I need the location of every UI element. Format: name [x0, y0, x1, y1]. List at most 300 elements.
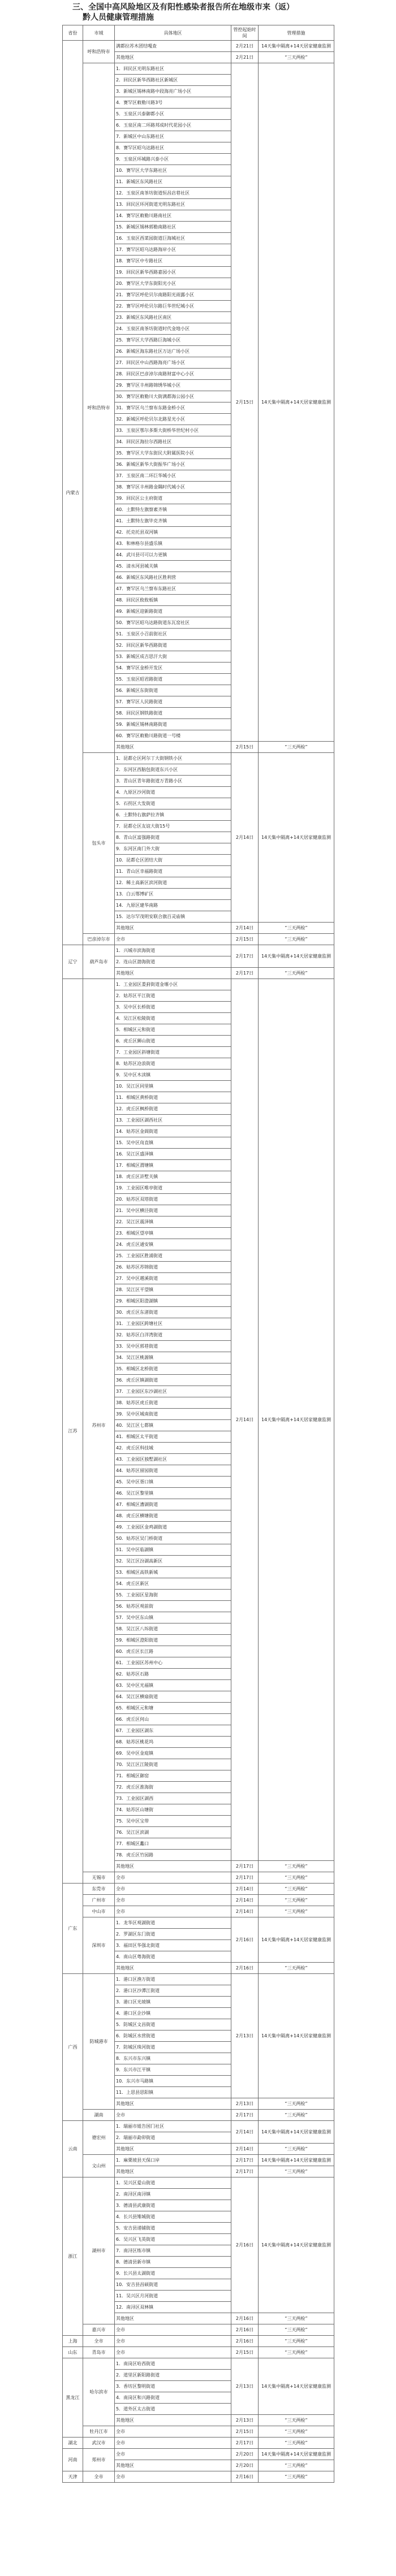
measure-cell: “三天两检”	[259, 2098, 334, 2110]
area-cell: 14．九原区建华南路	[115, 900, 231, 911]
measure-cell: “三天两检”	[259, 2347, 334, 2358]
city-cell: 深圳市	[83, 1917, 115, 1974]
area-cell: 29．相城区阳澄湖镇	[115, 1296, 231, 1307]
time-cell: 2月16日	[231, 2324, 259, 2336]
city-cell: 全市	[83, 2336, 115, 2347]
area-cell: 71．相城区御窑	[115, 1770, 231, 1782]
area-cell: 31．赛罕区乌兰察布东路金桥小区	[115, 402, 231, 414]
area-cell: 7．工业园区斜塘街道	[115, 1047, 231, 1058]
area-cell: 全市	[115, 1872, 231, 1884]
area-cell: 10．赛罕区大学东路社区	[115, 165, 231, 176]
area-cell: 30．赛罕区敕勒川大街满都海公园小区	[115, 391, 231, 402]
area-cell: 9．东河区南门外大街	[115, 843, 231, 855]
area-cell: 15．达尔罕茂明安联合旗百灵庙镇	[115, 911, 231, 923]
time-cell: 2月21日	[231, 52, 259, 63]
table-row	[63, 2426, 334, 2438]
time-cell: 2月20日	[231, 2449, 259, 2460]
area-cell: 27．吴中区越溪街道	[115, 1273, 231, 1284]
area-cell: 1．工业园区娄葑街道金堰小区	[115, 979, 231, 990]
area-cell: 6．虎丘区狮山街道	[115, 1036, 231, 1047]
area-cell: 15．吴中区甪直镇	[115, 1137, 231, 1149]
area-cell: 64．吴江区横扇街道	[115, 1691, 231, 1703]
area-cell: 1．回民区光明东路社区	[115, 63, 231, 75]
measure-cell: “三天两检”	[259, 742, 334, 753]
table-body	[63, 41, 334, 2483]
city-cell: 哈尔滨市	[83, 2358, 115, 2426]
area-cell: 其他地区	[115, 923, 231, 934]
area-cell: 46．新城区东风路社区胜利营	[115, 572, 231, 583]
area-cell: 4．南山区粤海街道	[115, 1951, 231, 1963]
area-cell: 8．姑苏区沧浪街道	[115, 1058, 231, 1070]
area-cell: 22．赛罕区呼伦贝尔路巨华世纪城小区	[115, 301, 231, 312]
measure-cell: “三天两检”	[259, 2110, 334, 2121]
area-cell: 56．新城区东街街道	[115, 685, 231, 696]
area-cell: 1．瑞丽市姐告国门社区	[115, 2121, 231, 2132]
table-row	[63, 2324, 334, 2336]
measure-cell: 14天集中隔离+14天居家健康监测	[259, 41, 334, 52]
area-cell: 1．龙华区观湖街道	[115, 1917, 231, 1929]
area-cell: 49．工业园区金鸡湖街道	[115, 1522, 231, 1533]
area-cell: 全市	[115, 934, 231, 945]
area-cell: 1．昆都仑区阿尔丁大街钢铁小区	[115, 753, 231, 764]
measure-cell: “三天两检”	[259, 2144, 334, 2155]
area-cell: 19．工业园区唯亭街道	[115, 1183, 231, 1194]
title-line-1: 三、全国中高风险地区及有阳性感染者报告所在地级市来（返）	[72, 3, 294, 12]
measure-cell: “三天两检”	[259, 2324, 334, 2336]
area-cell: 其他地区	[115, 1861, 231, 1872]
measure-cell: “三天两检”	[259, 968, 334, 979]
province-cell: 辽宁	[63, 945, 83, 979]
area-cell: 3．福田区华强北街道	[115, 1940, 231, 1951]
table-row	[63, 63, 334, 75]
area-cell: 30．虎丘区东渚街道	[115, 1307, 231, 1318]
area-cell: 全市	[115, 1895, 231, 1906]
time-cell: 2月17日	[231, 945, 259, 968]
area-cell: 44．姑苏区留园街道	[115, 1465, 231, 1477]
area-cell: 26．姑苏区苏锦街道	[115, 1262, 231, 1273]
area-cell: 2．东河区西脑包街道东兴小区	[115, 764, 231, 776]
area-cell: 2．罗湖区东门街道	[115, 1929, 231, 1940]
area-cell: 43．工业园区独墅湖社区	[115, 1454, 231, 1465]
area-cell: 5．安吉县递铺街道	[115, 2223, 231, 2234]
area-cell: 全市	[115, 1906, 231, 1917]
measure-cell: “三天两检”	[259, 52, 334, 63]
table-row	[63, 2471, 334, 2483]
area-cell: 4．九原区沙河街道	[115, 787, 231, 798]
area-cell: 5．石拐区大发街道	[115, 798, 231, 809]
time-cell: 2月17日	[231, 2110, 259, 2121]
province-cell: 湖北	[63, 2438, 83, 2449]
area-cell: 2．道里区新阳路街道	[115, 2370, 231, 2381]
area-cell: 59．相城区澄阳街道	[115, 1635, 231, 1646]
city-cell: 葫芦岛市	[83, 945, 115, 979]
area-cell: 51．吴中区临湖镇	[115, 1544, 231, 1556]
table-row	[63, 945, 334, 956]
area-cell: 5．相城区元和街道	[115, 1024, 231, 1036]
table-row	[63, 2347, 334, 2358]
area-cell: 38．姑苏区虎丘街道	[115, 1397, 231, 1409]
time-cell: 2月14日	[231, 1884, 259, 1895]
time-cell: 2月16日	[231, 2177, 259, 2313]
header-city: 市域	[83, 25, 115, 41]
table-row	[63, 934, 334, 945]
area-cell: 40．土默特左旗察素齐镇	[115, 504, 231, 516]
area-cell: 11．上思县思阳镇	[115, 2087, 231, 2098]
area-cell: 55．工业园区星海街	[115, 1590, 231, 1601]
area-cell: 50．赛罕区昭乌达路街道东瓦窑社区	[115, 617, 231, 629]
area-cell: 3．德清县武康街道	[115, 2200, 231, 2211]
area-cell: 13．白云鄂博矿区	[115, 889, 231, 900]
area-cell: 1．兴城市滨海街道	[115, 945, 231, 956]
area-cell: 40．吴江区七都镇	[115, 1420, 231, 1431]
area-cell: 其他地区	[115, 742, 231, 753]
area-cell: 9．长兴县太湖街道	[115, 2268, 231, 2279]
area-cell: 12．玉泉区南茶坊街道恒昌店巷社区	[115, 188, 231, 199]
area-cell: 23．新城区东风路社区南区	[115, 312, 231, 323]
table-row	[63, 1906, 334, 1917]
area-cell: 59．新城区锡林南路街道	[115, 719, 231, 730]
time-cell: 2月17日	[231, 2155, 259, 2166]
area-cell: 5．道外区太古街道	[115, 2404, 231, 2415]
time-cell: 2月17日	[231, 1861, 259, 1872]
area-cell: 54．赛罕区金桥开发区	[115, 663, 231, 674]
area-cell: 7．新城区中山东路社区	[115, 131, 231, 142]
measure-cell: “三天两检”	[259, 1884, 334, 1895]
area-cell: 39．吴中区城南街道	[115, 1409, 231, 1420]
table-row	[63, 979, 334, 990]
time-cell: 2月16日	[231, 1963, 259, 1974]
area-cell: 67．工业园区湖东	[115, 1725, 231, 1737]
area-cell: 77．相城区蠡口	[115, 1838, 231, 1850]
measure-cell: “三天两检”	[259, 923, 334, 934]
time-cell: 2月15日	[231, 63, 259, 742]
province-cell: 内蒙古	[63, 41, 83, 945]
measure-cell: “三天两检”	[259, 2438, 334, 2449]
measure-cell: 14天集中隔离+14天居家健康监测	[259, 63, 334, 742]
area-cell: 3．吴中区长桥街道	[115, 1002, 231, 1013]
table-header-row	[63, 25, 334, 41]
area-cell: 16．玉泉区西菜园街道巨海城社区	[115, 233, 231, 244]
table-row	[63, 2358, 334, 2370]
area-cell: 全市	[115, 2347, 231, 2358]
area-cell: 全市	[115, 2324, 231, 2336]
area-cell: 50．姑苏区吴门桥街道	[115, 1533, 231, 1544]
time-cell: 2月14日	[231, 1906, 259, 1917]
city-cell: 嘉兴市	[83, 2324, 115, 2336]
area-cell: 12．虎丘区枫桥街道	[115, 1103, 231, 1115]
measure-cell: 14天集中隔离+14天居家健康监测	[259, 2155, 334, 2166]
time-cell: 2月14日	[231, 923, 259, 934]
measure-cell: 14天集中隔离+14天居家健康监测	[259, 945, 334, 968]
province-cell: 广西	[63, 1974, 83, 2121]
area-cell: 39．回民区公主府街道	[115, 493, 231, 504]
city-cell: 德宏州	[83, 2121, 115, 2155]
area-cell: 全市	[115, 2110, 231, 2121]
area-cell: 74．姑苏区山塘街	[115, 1804, 231, 1816]
header-time: 管控起始时间	[231, 25, 259, 41]
area-cell: 2．港口区沙潭江街道	[115, 1985, 231, 1997]
time-cell: 2月13日	[231, 2358, 259, 2415]
area-cell: 其他地区	[115, 1963, 231, 1974]
area-cell: 11．青山区幸福路街道	[115, 866, 231, 877]
table-row	[63, 753, 334, 764]
area-cell: 69．吴中区金庭镇	[115, 1748, 231, 1759]
area-cell: 41．土默特左旗毕克齐镇	[115, 516, 231, 527]
table-row	[63, 41, 334, 52]
time-cell: 2月21日	[231, 41, 259, 52]
area-cell: 17．赛罕区昭乌达路海岸小区	[115, 244, 231, 256]
area-cell: 3．新城区锡林南路中段海亮广场小区	[115, 86, 231, 97]
header-province: 省份	[63, 25, 83, 41]
area-cell: 70．吴江区江陵街道	[115, 1759, 231, 1770]
area-cell: 37．玉泉区南二环巨华城小区	[115, 470, 231, 482]
measure-cell: 14天集中隔离+14天居家健康监测	[259, 753, 334, 923]
area-cell: 其他地区	[115, 2144, 231, 2155]
area-cell: 3．香坊区黎明街道	[115, 2381, 231, 2392]
area-cell: 14．姑苏区金阊街道	[115, 1126, 231, 1137]
area-cell: 2．南浔区南浔镇	[115, 2189, 231, 2200]
time-cell: 2月13日	[231, 2415, 259, 2426]
area-cell: 36．新城区新华大街振华广场小区	[115, 459, 231, 470]
province-cell: 天津	[63, 2471, 83, 2483]
area-cell: 4．南岗区和兴路街道	[115, 2392, 231, 2404]
province-cell: 江苏	[63, 979, 83, 1884]
area-cell: 全市	[115, 2426, 231, 2438]
measure-cell: “三天两检”	[259, 934, 334, 945]
table-row	[63, 1884, 334, 1895]
area-cell: 48．虎丘区横塘街道	[115, 1510, 231, 1522]
area-cell: 65．相城区元和塘	[115, 1703, 231, 1714]
area-cell: 46．吴江区黎里镇	[115, 1488, 231, 1499]
time-cell: 2月14日	[231, 2121, 259, 2144]
area-cell: 43．和林格尔县盛乐镇	[115, 538, 231, 549]
area-cell: 58．回民区钢铁路街道	[115, 708, 231, 719]
area-cell: 其他地区	[115, 2313, 231, 2324]
city-cell: 文山州	[83, 2155, 115, 2177]
measure-cell: “三天两检”	[259, 1906, 334, 1917]
time-cell: 2月17日	[231, 1872, 259, 1884]
measure-cell: “三天两检”	[259, 2166, 334, 2177]
area-cell: 28．吴江区平望镇	[115, 1284, 231, 1296]
area-cell: 26．新城区海东路社区万达广场小区	[115, 346, 231, 357]
time-cell: 2月17日	[231, 2438, 259, 2449]
area-cell: 63．吴中区光福镇	[115, 1680, 231, 1691]
time-cell: 2月15日	[231, 2426, 259, 2438]
time-cell: 2月16日	[231, 2336, 259, 2347]
area-cell: 10．吴江区同里镇	[115, 1081, 231, 1092]
area-cell: 13．工业园区湖西社区	[115, 1115, 231, 1126]
area-cell: 75．吴中区宝带	[115, 1816, 231, 1827]
time-cell: 2月14日	[231, 753, 259, 923]
city-cell: 湖南	[83, 2110, 115, 2121]
province-cell: 浙江	[63, 2177, 83, 2336]
area-cell: 35．赛罕区大学东街民大附属医院小区	[115, 448, 231, 459]
area-cell: 9．吴中区木渎镇	[115, 1070, 231, 1081]
time-cell: 2月14日	[231, 979, 259, 1861]
city-cell: 广州市	[83, 1895, 115, 1906]
area-cell: 11．吴兴区月河街道	[115, 2291, 231, 2302]
area-cell: 8．赛罕区昭乌达路社区	[115, 142, 231, 154]
area-cell: 5．玉泉区兴泰御都小区	[115, 109, 231, 120]
area-cell: 7．南浔区练市镇	[115, 2245, 231, 2257]
area-cell: 49．新城区迎新路街道	[115, 606, 231, 617]
area-cell: 20．赛罕区大学东街阳光小区	[115, 278, 231, 289]
area-cell: 10．昆都仑区团结大街	[115, 855, 231, 866]
area-cell: 6．防城区水营街道	[115, 2031, 231, 2042]
area-cell: 35．相城区北桥街道	[115, 1363, 231, 1375]
area-cell: 全市	[115, 1884, 231, 1895]
table-row	[63, 2177, 334, 2189]
area-cell: 6．吴兴区飞英街道	[115, 2234, 231, 2245]
area-cell: 33．玉泉区鄂尔多斯大街桥华世纪村小区	[115, 425, 231, 436]
header-measure: 管理措施	[259, 25, 334, 41]
area-cell: 42．虎丘区科技城	[115, 1443, 231, 1454]
area-cell: 51．玉泉区小召前街社区	[115, 629, 231, 640]
table-row	[63, 1895, 334, 1906]
area-cell: 53．相城区高铁新城	[115, 1567, 231, 1578]
province-cell: 山东	[63, 2347, 83, 2358]
area-cell: 22．吴江区震泽镇	[115, 1216, 231, 1228]
document-title	[62, 2, 334, 23]
area-cell: 2．连山区渤海街道	[115, 956, 231, 968]
area-cell: 47．相城区漕湖街道	[115, 1499, 231, 1510]
area-cell: 14．赛罕区敕勒川路南社区	[115, 210, 231, 222]
city-cell: 湖州市	[83, 2177, 115, 2324]
area-cell: 34．吴江区桃源镇	[115, 1352, 231, 1363]
area-cell: 其他地区	[115, 2098, 231, 2110]
area-cell: 12．稀土高新区滨河街道	[115, 877, 231, 889]
city-cell: 苏州市	[83, 979, 115, 1872]
area-cell: 1．港口区渔万街道	[115, 1974, 231, 1985]
time-cell: 2月13日	[231, 2098, 259, 2110]
area-cell: 1．吴兴区爱山街道	[115, 2177, 231, 2189]
area-cell: 54．虎丘区新区	[115, 1578, 231, 1590]
city-cell: 巴彦淖尔市	[83, 934, 115, 945]
area-cell: 21．吴中区横泾街道	[115, 1205, 231, 1216]
time-cell: 2月14日	[231, 1895, 259, 1906]
area-cell: 47．赛罕区乌兰察布东路社区	[115, 583, 231, 595]
table-row	[63, 2449, 334, 2460]
area-cell: 9．玉泉区环城路兴泰小区	[115, 154, 231, 165]
area-cell: 76．吴江区滨湖	[115, 1827, 231, 1838]
area-cell: 34．回民区海拉尔西路社区	[115, 436, 231, 448]
measure-cell: “三天两检”	[259, 1872, 334, 1884]
measure-cell: 14天集中隔离+14天居家健康监测	[259, 2121, 334, 2144]
table-row	[63, 1872, 334, 1884]
area-cell: 24．玉泉区南茶坊街道时代金地小区	[115, 323, 231, 335]
area-cell: 45．吴中区胥口镇	[115, 1477, 231, 1488]
area-cell: 12．南浔区双林镇	[115, 2302, 231, 2313]
area-cell: 2．姑苏区平江街道	[115, 990, 231, 1002]
city-cell: 牡丹江市	[83, 2426, 115, 2438]
city-cell: 防城港市	[83, 1974, 115, 2110]
area-cell: 1．麻栗坡县天保口岸	[115, 2155, 231, 2166]
area-cell: 全市	[115, 2336, 231, 2347]
area-cell: 38．赛罕区丰州路金隅时代城小区	[115, 482, 231, 493]
header-area: 具体地区	[115, 25, 231, 41]
city-cell: 中山市	[83, 1906, 115, 1917]
table-row	[63, 2121, 334, 2132]
time-cell: 2月16日	[231, 2471, 259, 2483]
table-row	[63, 2110, 334, 2121]
area-cell: 19．回民区新华西路嘉园小区	[115, 267, 231, 278]
province-cell: 黑龙江	[63, 2358, 83, 2438]
area-cell: 7．防城区珠河街道	[115, 2042, 231, 2053]
city-cell: 郑州市	[83, 2449, 115, 2471]
area-cell: 52．回民区新华西路街道	[115, 640, 231, 651]
table-row	[63, 1974, 334, 1985]
measure-cell: “三天两检”	[259, 2313, 334, 2324]
area-cell: 4．赛罕区敕勒川路3号	[115, 97, 231, 109]
area-cell: 全市	[115, 2438, 231, 2449]
area-cell: 28．回民区巴彦淖尔南路财富中心小区	[115, 369, 231, 380]
area-cell: 42．托克托县双河镇	[115, 527, 231, 538]
area-cell: 31．工业园区跨塘社区	[115, 1318, 231, 1330]
area-cell: 21．赛罕区呼伦贝尔南路阳光雨露小区	[115, 289, 231, 301]
area-cell: 53．新城区成吉思汗大街	[115, 651, 231, 663]
area-cell: 58．吴江区八坼街道	[115, 1623, 231, 1635]
area-cell: 2．回民区新华西路社区新城区	[115, 75, 231, 86]
area-cell: 61．工业园区苏州中心	[115, 1657, 231, 1669]
table-row	[63, 2155, 334, 2166]
measure-cell: “三天两检”	[259, 1861, 334, 1872]
area-cell: 3．青山区青年路街道万青路小区	[115, 776, 231, 787]
area-cell: 62．姑苏区石路	[115, 1669, 231, 1680]
area-cell: 73．工业园区湖西	[115, 1793, 231, 1804]
measure-cell: “三天两检”	[259, 2460, 334, 2471]
area-cell: 8．青山区富强路街道	[115, 832, 231, 843]
area-cell: 78．虎丘区竹园路	[115, 1850, 231, 1861]
area-cell: 6．土默特右旗萨拉齐镇	[115, 809, 231, 821]
area-cell: 17．相城区渭塘镇	[115, 1160, 231, 1171]
area-cell: 52．吴江区汾湖高新区	[115, 1556, 231, 1567]
area-cell: 1．南岗区哈西街道	[115, 2358, 231, 2370]
area-cell: 72．虎丘区淮海街	[115, 1782, 231, 1793]
time-cell: 2月15日	[231, 2347, 259, 2358]
area-cell: 33．吴中区郭巷街道	[115, 1341, 231, 1352]
province-cell: 广东	[63, 1884, 83, 1974]
city-cell: 无锡市	[83, 1872, 115, 1884]
area-cell: 57．吴中区东山镇	[115, 1612, 231, 1623]
area-cell: 32．新城区呼伦贝尔北路星光小区	[115, 414, 231, 425]
measure-cell: “三天两检”	[259, 2336, 334, 2347]
measure-cell: “三天两检”	[259, 2426, 334, 2438]
time-cell: 2月17日	[231, 2166, 259, 2177]
time-cell: 2月17日	[231, 968, 259, 979]
time-cell: 2月15日	[231, 742, 259, 753]
area-cell: 9．东兴市江平镇	[115, 2064, 231, 2076]
area-cell: 60．赛罕区敕勒川路街道一号楼	[115, 730, 231, 742]
area-cell: 25．赛罕区大学西路巨海城小区	[115, 335, 231, 346]
area-cell: 11．相城区黄桥街道	[115, 1092, 231, 1103]
area-cell: 36．虎丘区镇湖街道	[115, 1375, 231, 1386]
area-cell: 4．长兴县雉城街道	[115, 2211, 231, 2223]
area-cell: 25．工业园区胜浦街道	[115, 1250, 231, 1262]
area-cell: 18．赛罕区中专路社区	[115, 256, 231, 267]
time-cell: 2月13日	[231, 1974, 259, 2098]
area-cell: 57．赛罕区人民路街道	[115, 696, 231, 708]
area-cell: 24．虎丘区通安镇	[115, 1239, 231, 1250]
area-cell: 32．姑苏区白洋湾街道	[115, 1330, 231, 1341]
area-cell: 其他地区	[115, 2415, 231, 2426]
area-cell: 4．吴江区松陵街道	[115, 1013, 231, 1024]
measure-cell: 14天集中隔离+14天居家健康监测	[259, 979, 334, 1861]
area-cell: 37．工业园区东沙湖社区	[115, 1386, 231, 1397]
measure-cell: 14天集中隔离+14天居家健康监测	[259, 2358, 334, 2415]
measure-cell: “三天两检”	[259, 1895, 334, 1906]
area-cell: 其他地区	[115, 2460, 231, 2471]
area-cell: 16．吴江区盛泽镇	[115, 1149, 231, 1160]
